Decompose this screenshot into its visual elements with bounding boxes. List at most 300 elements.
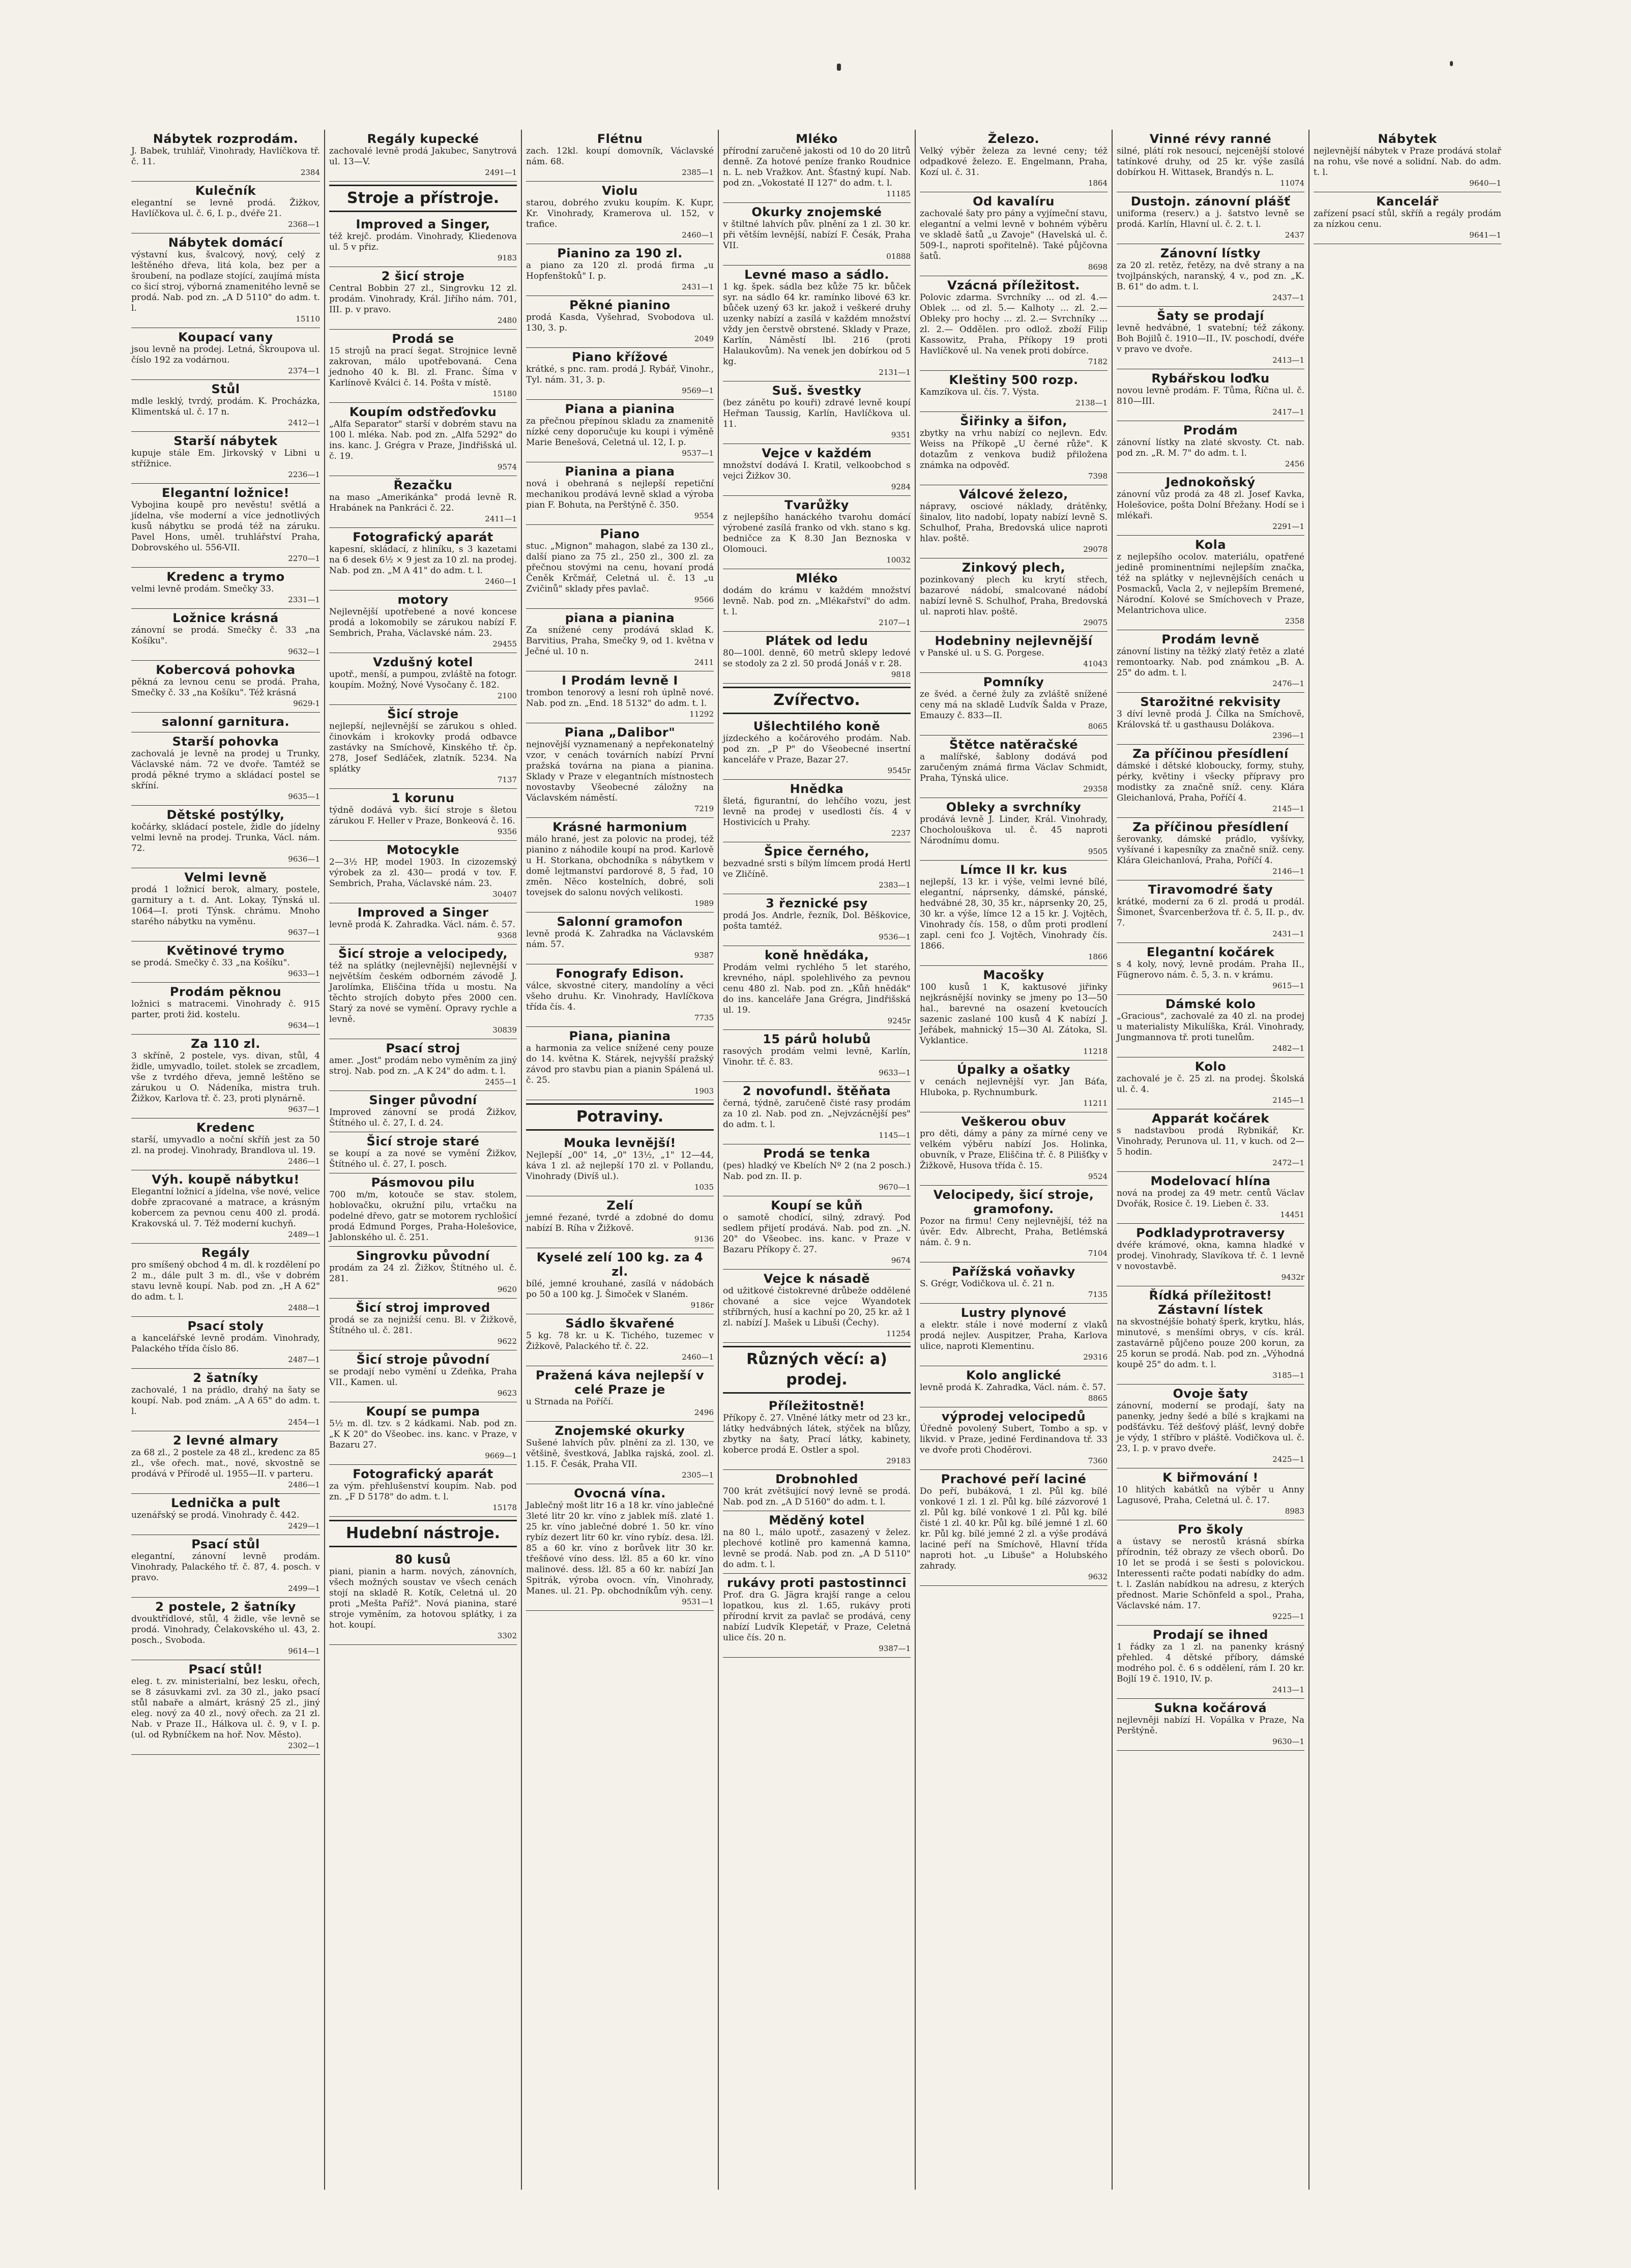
ad-body: dodám do krámu v každém množství levně. Nab. pod zn. „Mlékařství" do adm. t. l.	[723, 585, 911, 617]
ad-number: 9614—1	[288, 1646, 320, 1656]
ad-headline: Úpalky a ošatky	[956, 1063, 1071, 1077]
ad-body: 10 hlitých kabátků na výběr u Anny Lagusové, Praha, Celetná ul. č. 17.	[1117, 1485, 1304, 1506]
ad-headline: Kredenc	[196, 1121, 255, 1135]
ad-number: 7360	[1088, 1456, 1108, 1465]
ad-headline: Regály kupecké	[367, 132, 479, 146]
classified-ad	[920, 412, 1108, 485]
classified-ad	[920, 1407, 1108, 1470]
ad-number: 11185	[886, 189, 911, 198]
ad-number: 7735	[694, 1013, 714, 1022]
ad-headline: Za příčinou přesídlení	[1132, 747, 1289, 761]
ad-number: 2460—1	[682, 1352, 714, 1362]
classified-ad	[1117, 421, 1304, 473]
ad-body: zachovalá je levně na prodej u Trunky, Václavské nám. 72 ve dvoře. Tamtéž se prodá pěkné trymo a skládací postel se skříní.	[131, 749, 320, 791]
ad-number: 1903	[694, 1086, 714, 1096]
ad-number: 2107—1	[879, 618, 911, 627]
ad-body: 15 strojů na prací šegat. Strojnice levně zakrovan, málo upotřebovaná. Cena jednoho 40 k. Bl. zl. Franc. Šíma v Karlínově Kválci č. 14. Pošta v místě.	[329, 346, 517, 388]
ad-headline: Šicí stroje staré	[366, 1134, 480, 1148]
ad-body: z nejlepšího ocolov. materiálu, opatřené jedině prominentními nejlepším značka, též na splátky v nejlevnějších cenách u Posmacků, Vacla 2, v nejlepším Bremené, Národní. Kolové se Smíchovech v Praze, Melantrichova ulice.	[1117, 552, 1304, 615]
ad-number: 2411	[694, 658, 714, 667]
ad-headline: Kleštiny 500 rozp.	[949, 373, 1079, 387]
classified-ad	[1117, 1224, 1304, 1286]
ad-body: 5 kg. 78 kr. u K. Tichého, tuzemec v Žižkově, Palackého tř. č. 22.	[526, 1331, 714, 1351]
ad-number: 11074	[1280, 179, 1304, 188]
ad-headline: Válcové železo,	[959, 487, 1068, 502]
ad-number: 9632	[1088, 1572, 1108, 1581]
ad-body: zbytky na vrhu nabízí co nejlevn. Edv. Weiss na Příkopě „U černé růže". K dotazům z venkova budiž přiložena známka na odpověď.	[920, 428, 1108, 470]
classified-ad	[1314, 192, 1501, 244]
ad-number: 2237	[891, 829, 911, 838]
ad-headline: Šaty se prodají	[1157, 309, 1264, 323]
ad-headline: Koupím odstřeďovku	[349, 405, 497, 419]
ad-body: Polovic zdarma. Svrchníky ... od zl. 4.— Oblek ... od zl. 5.— Kalhoty ... zl. 2.— Obleky pro hochy ... zl. 2.— Svrchníky ... zl. 2.— Oddělen. pro odlož. zboží Filip Kassowitz, Praha, Příkopy 19 proti Havlíčkově ul. Na venek proti dobírce.	[920, 292, 1108, 356]
ad-number: 9641—1	[1469, 230, 1501, 240]
classified-ad	[920, 371, 1108, 412]
ad-headline: Prodám pěknou	[169, 985, 282, 999]
ad-headline: Stůl	[211, 382, 240, 396]
ad-number: 1035	[694, 1183, 714, 1192]
ad-number: 2138—1	[1075, 398, 1108, 407]
ad-body: výstavní kus, švalcový, nový, celý z leštěného dřeva, litá kola, bez per a šroubení, na podlaze stojící, zaujímá místa co šicí stroj, výborná znamenitého levně se prodá. Nab. pod zn. „A D 5110" do adm. t. l.	[131, 250, 321, 313]
ad-number: 9674	[891, 1256, 911, 1265]
classified-ad	[723, 1270, 911, 1343]
ad-number: 2476—1	[1272, 679, 1304, 688]
ad-body: a kancelářské levně prodám. Vinohrady, Palackého třída číslo 86.	[131, 1333, 320, 1354]
ad-body: ze švéd. a černé žuly za zvláště snížené ceny má na skladě Ludvík Šalda v Praze, Emauzy č. 833—II.	[920, 689, 1108, 721]
ad-number: 9536—1	[879, 932, 911, 941]
classified-ad	[329, 528, 517, 591]
column-7	[1308, 130, 1505, 2190]
ad-number: 9368	[497, 931, 517, 940]
ad-headline: Modelovací hlína	[1150, 1174, 1271, 1188]
ad-headline: Pro školy	[1178, 1522, 1243, 1537]
ad-headline: Štětce natěračské	[949, 738, 1079, 752]
classified-ad	[1117, 307, 1304, 369]
ad-number: 7135	[1088, 1290, 1108, 1299]
ad-body: 100 kusů 1 K, kaktusové jiřinky nejkrásnější novinky se jmeny po 13—50 hal., barevné na osazení kvetoucích sazenic zaslané 100 kusů 4 K nabízí J. Jeřábek, mahnický 15—30 Al. Zátoka, Sl. Vyklantice.	[920, 982, 1108, 1046]
ad-body: 3 díví levně prodá J. Čílka na Smíchově, Královská tř. u gasthausu Dolákova.	[1117, 709, 1304, 730]
column-5	[915, 130, 1112, 2190]
classified-ad	[920, 673, 1108, 735]
ad-body: Nejlevnější upotřebené a nové koncese prodá a lokomobily se zárukou nabízí F. Sembrich, Praha, Václavské nám. 23.	[329, 607, 517, 638]
ad-body: kočárky, skládací postele, židle do jídelny velmi levně na prodej. Trunka, Václ. nám. 72.	[131, 822, 320, 853]
ad-body: 3 skříně, 2 postele, vys. divan, stůl, 4 židle, umyvadlo, toilet. stolek se zrcadlem, vše z tvrdého dřeva, jemně leštěno se zárukou u O. Nádeníka, mistra truh. Žižkov, Karlova tř. č. 23, proti plynárně.	[131, 1051, 320, 1104]
classified-ad	[329, 1173, 517, 1247]
classified-ad	[723, 717, 911, 780]
ad-headline: Příležitostně!	[768, 1399, 865, 1413]
ad-headline: Prodám	[1183, 423, 1238, 437]
ad-body: starší, umyvadlo a noční skříň jest za 50 zl. na prodej. Vinohrady, Brandlova ul. 19.	[131, 1135, 320, 1156]
ad-number: 9637—1	[288, 928, 320, 937]
ad-headline: Drobnohled	[775, 1472, 858, 1486]
classified-ad	[1117, 244, 1304, 307]
ad-headline: Dětské postýlky,	[166, 808, 285, 822]
classified-ad	[920, 798, 1108, 861]
ad-body: pro děti, dámy a pány za mírné ceny ve velkém výběru nabízí Jos. Holinka, obuvník, v Praze, Eliščina tř. č. 8 Pilišťky v Žižkově, Husova třída č. 15.	[920, 1129, 1108, 1171]
classified-ad	[329, 476, 517, 528]
ad-number: 2460—1	[682, 230, 714, 240]
classified-ad	[1117, 995, 1304, 1057]
ad-number: 11218	[1083, 1047, 1108, 1056]
classified-ad	[329, 1465, 517, 1517]
ad-number: 2145—1	[1272, 1096, 1304, 1105]
ad-body: „Gracious", zachovalé za 40 zl. na prodej u materialisty Mikulíška, Král. Vinohrady, Jungmannova tř. proti tunelům.	[1117, 1011, 1304, 1043]
ad-number: 9637—1	[288, 1105, 320, 1114]
ad-number: 9531—1	[682, 1597, 714, 1606]
ad-number: 9569—1	[682, 386, 714, 395]
ad-body: (pes) hladký ve Kbelích Nº 2 (na 2 posch.) Nab. pod zn. II. p.	[723, 1161, 911, 1182]
ad-headline: Piano	[600, 527, 640, 541]
ad-body: a harmonia za velice snížené ceny pouze do 14. května K. Stárek, nejvyšší pražský závod pro stavbu pian a pianin Spálená ul. č. 25.	[526, 1043, 714, 1085]
classified-ad	[526, 1422, 714, 1484]
ad-number: 3302	[497, 1631, 517, 1640]
ad-body: pozinkovaný plech ku krytí střech, bazarové nádobí, smalcované nádobí nabízí levně S. Schulhof, Praha, Bredovská ul. naproti hlav. poště.	[920, 575, 1108, 617]
ad-number: 2460—1	[485, 577, 517, 586]
ad-headline: Salonní gramofon	[557, 915, 683, 929]
ad-body: jsou levně na prodej. Letná, Škroupova ul. číslo 192 za vodárnou.	[131, 344, 320, 365]
ad-body: eleg. t. zv. ministerialní, bez lesku, ořech, se 8 zásuvkami zvl. za 30 zl., jako psací stůl nabaře a almárt, krásný 25 zl., jiný eleg. nový za 40 zl., nový ořech. za 21 zl. Nab. v Praze II., Hálkova ul. č. 9, v I. p. (ul. od Rybníčkem na hoř. Nov. Město).	[131, 1676, 320, 1740]
ad-headline: Kolo	[1195, 1059, 1227, 1074]
ad-body: na maso „Amerikánka" prodá levně R. Hrabánek na Pankráci č. 22.	[329, 492, 517, 513]
classified-ad	[329, 1039, 517, 1091]
classified-ad	[723, 632, 911, 684]
classified-ad	[723, 266, 911, 381]
ad-headline: Velocipedy, šicí stroje, gramofony.	[933, 1188, 1094, 1216]
classified-ad	[1117, 880, 1304, 943]
ad-number: 9356	[497, 827, 517, 836]
ad-body: Prodám velmi rychlého 5 let starého, krevného, nápl. spolehlivého za pevnou cenu 480 zl. Nab. pod zn. „Kůň hnědák" do ins. kanceláře Jana Grégra, Jindřišská ul. 19.	[723, 962, 911, 1015]
classified-ad	[329, 330, 517, 403]
ad-body: nápravy, osciové náklady, drátěnky, šinalov, lito nadobí, lopaty nabízí levně S. Schulhof, Praha, Bredovská ulice naproti hlav. poště.	[920, 502, 1108, 544]
section-heading: Zvířectvo.	[723, 687, 911, 714]
ad-body: J. Babek, truhlář, Vinohrady, Havlíčkova tř. č. 11.	[131, 146, 320, 167]
ad-headline: Levné maso a sádlo.	[744, 268, 889, 282]
ad-headline: Pařížská voňavky	[952, 1264, 1075, 1279]
ad-headline: Květinové trymo	[166, 944, 285, 958]
ad-headline: Sukna kočárová	[1154, 1701, 1267, 1715]
ad-number: 9669—1	[485, 1451, 517, 1460]
ad-number: 7398	[1088, 472, 1108, 481]
ad-body: nejlepší, nejlevnější se zárukou s ohled. činovkám i krokovky prodá odbavce zastávky na Smíchově, Kinského tř. čp. 278, Josef Sedláček, zlatník. 5234. Na splátky	[329, 721, 517, 774]
ad-body: uniforma (reserv.) a j. šatstvo levně se prodá. Karlín, Hlavní ul. č. 2. t. l.	[1117, 209, 1304, 229]
ad-number: 29075	[1083, 618, 1108, 627]
ad-headline: Singrovku původní	[356, 1249, 490, 1263]
ad-number: 7182	[1088, 357, 1108, 366]
ad-body: 2—3½ HP, model 1903. In cizozemský výrobek za zl. 430— prodá v tov. F. Sembrich, Praha, Václavské nám. 23.	[329, 857, 517, 889]
classified-ad	[526, 1248, 714, 1314]
ad-body: zánovní, moderní se prodají, šaty na panenky, jedny šedé a bílé s krajkami na podšťávku. Též dešťový plášť, levný dobře je výdy, 1 stříbro v pláště. Vodičkova ul. č. 23, I. p. v pravo dveře.	[1117, 1401, 1304, 1454]
classified-ad	[1117, 1109, 1304, 1172]
classified-ad	[1117, 1172, 1304, 1224]
ad-body: nejlevněji nabízí H. Vopálka v Praze, Na Perštýně.	[1117, 1715, 1304, 1736]
ad-body: Kamzíkova ul. čís. 7. Výsta.	[920, 387, 1039, 397]
ad-headline: Elegantní ložnice!	[162, 486, 289, 500]
ad-body: s 4 koly, nový, levně prodám. Praha II., Fügnerovo nám. č. 5, 3. n. v krámu.	[1117, 959, 1304, 980]
ad-headline: Starší pohovka	[172, 734, 279, 749]
classified-ad	[723, 780, 911, 842]
classified-ad	[920, 1186, 1108, 1262]
classified-ad	[329, 1132, 517, 1173]
classified-ad	[526, 244, 714, 296]
ad-number: 9284	[891, 482, 911, 491]
ad-body: kupuje stále Em. Jirkovský v Libni u střížnice.	[131, 448, 320, 469]
ad-number: 9566	[694, 595, 714, 604]
ad-headline: Řídká příležitost! Zástavní lístek	[1149, 1288, 1272, 1317]
ad-number: 2486—1	[288, 1157, 320, 1166]
ad-body: dvouktřídlové, stůl, 4 židle, vše levně se prodá. Vinohrady, Čelakovského ul. 43, 2. posch., Svoboda.	[131, 1614, 320, 1645]
ad-body: prodá se za nejnižší cenu. Bl. v Žižkově, Štítného ul. č. 281.	[329, 1315, 517, 1336]
ad-headline: 2 levné almary	[172, 1433, 279, 1448]
ad-body: zachovalé, 1 na prádlo, drahý na šaty se koupí. Nab. pod znám. „A A 65" do adm. t. l.	[131, 1385, 320, 1417]
ad-number: 2413—1	[1272, 356, 1304, 365]
ad-number: 2396—1	[1272, 731, 1304, 740]
ad-number: 01888	[886, 252, 911, 261]
classified-ad	[329, 841, 517, 903]
ad-number: 9620	[497, 1285, 517, 1294]
ad-body: dámské i dětské kloboucky, formy, stuhy, pérky, květiny i všecky přípravy pro modistky za značně sníž. ceny. Klára Gleichanlová, Praha, Poříčí 4.	[1117, 761, 1304, 803]
ad-headline: Nábytek domácí	[168, 235, 283, 250]
ad-body: 700 m/m, kotouče se stav. stolem, hoblovačku, okružní pilu, vrtačku na podelné dřevo, gatr se motorem rychlošicí prodá Edmund Porges, Praha-Holešovice, Jablonského ul. č. 251.	[329, 1190, 517, 1243]
ad-headline: Ovocná vína.	[574, 1486, 666, 1500]
classified-ad	[723, 496, 911, 569]
classified-ad	[131, 1317, 320, 1369]
ad-headline: Pražená káva nejlepší v celé Praze je	[535, 1368, 705, 1397]
ad-number: 9245r	[887, 1016, 911, 1025]
classified-ad	[1117, 1286, 1304, 1385]
classified-ad	[526, 818, 714, 912]
ad-body: zánovní vůz prodá za 48 zl. Josef Kavka, Holešovice, pošta Dolní Břežany. Hodí se i mlékaři.	[1117, 489, 1304, 521]
ad-number: 9351	[891, 430, 911, 439]
ad-headline: Singer původní	[369, 1093, 477, 1107]
ad-number: 8865	[1088, 1394, 1108, 1403]
ad-body: zánovní listiny na těžký zlatý řetěz a zlaté remontoarky. Nab. pod známkou „B. A. 25" do adm. t. l.	[1117, 646, 1304, 678]
ad-body: nová i obehraná s nejlepší repetiční mechanikou prodává levně sklad a výroba pian F. Bohuta, na Perštýně č. 350.	[526, 479, 714, 510]
classified-ad	[329, 1091, 517, 1132]
ad-body: zachovalé šaty pro pány a vyjímeční stavu, elegantní a velmi levně v bohném výběru ve skladě šatů „u Zavoje" (Havelská ul. č. 509-I., naproti spořitelně). Také půjčovna šatů.	[920, 209, 1108, 261]
ad-body: za přečnou přepínou skladu za znamenitě nízké ceny doporučuje ku koupi i výměně Marie Benešová, Celetná ul. 12, I. p.	[526, 416, 714, 448]
classified-ad	[131, 1494, 320, 1535]
classified-ad	[1117, 1057, 1304, 1109]
ad-headline: Kobercová pohovka	[156, 663, 296, 677]
classified-ad	[526, 130, 714, 182]
ad-number: 11211	[1083, 1099, 1108, 1108]
ad-number: 8065	[1088, 722, 1108, 731]
ad-headline: Violu	[602, 184, 638, 198]
ad-number: 2456	[1285, 459, 1304, 468]
ad-number: 11254	[886, 1329, 911, 1338]
ad-number: 9615—1	[1272, 981, 1304, 990]
ad-headline: Kulečník	[195, 184, 256, 198]
ad-body: Úředně povolený Subert, Tombo a sp. v likvid. v Praze, jediné Ferdinandova tř. 33 ve dvoře proti Choděrovi.	[920, 1424, 1108, 1455]
ad-number: 2437	[1285, 230, 1304, 240]
ad-headline: Špice černého,	[764, 844, 869, 859]
classified-ad	[723, 130, 911, 203]
ad-body: černá, týdně, zaručeně čisté rasy prodám za 10 zl. Nab. pod zn. „Nejvzácnější pes" do adm. t. l.	[723, 1098, 911, 1130]
ad-body: piani, pianin a harm. nových, zánovních, všech možných soustav ve všech cenách stojí na skladě R. Kotík, Celetná ul. 20 proti „Mešta Paříž". Nová pianina, staré stroje vyměním, za hotovou splátky, i za hot. koupí.	[329, 1567, 517, 1630]
ad-number: 9387	[694, 951, 714, 960]
ad-headline: Jednokoňský	[1166, 475, 1256, 489]
ad-body: bílé, jemné krouhané, zasílá v nádobách po 50 a 100 kg. J. Šimoček v Slaném.	[526, 1279, 714, 1300]
ad-headline: Piana, pianina	[569, 1029, 671, 1043]
ad-number: 2488—1	[288, 1303, 320, 1312]
ad-number: 15178	[492, 1503, 517, 1512]
classified-ad	[329, 267, 517, 330]
classified-ad	[131, 1369, 320, 1431]
ad-body: jízdeckého a kočárového prodám. Nab. pod zn. „P P" do Všeobecné insertní kanceláře v Praze, Bazar 27.	[723, 733, 911, 765]
classified-ad	[131, 432, 320, 484]
ad-body: trombon tenorový a lesní roh úplně nové. Nab. pod zn. „End. 18 5132" do adm. t. l.	[526, 688, 714, 709]
classified-ad	[723, 1397, 911, 1470]
ad-headline: Psací stůl	[191, 1537, 260, 1551]
classified-ad	[723, 1196, 911, 1270]
classified-ad	[723, 444, 911, 496]
ad-number: 2496	[694, 1408, 714, 1417]
ad-body: 5½ m. dl. tzv. s 2 kádkami. Nab. pod zn. „K K 20" do Všeobec. ins. kanc. v Praze, v Bazaru 27.	[329, 1419, 517, 1450]
ad-body: starou, dobrého zvuku koupím. K. Kupr, Kr. Vinohrady, Kramerova ul. 152, v trafice.	[526, 198, 714, 229]
classified-ad	[131, 1660, 320, 1755]
ad-body: elegantní se levně prodá. Žižkov, Havlíčkova ul. č. 6, I. p., dvéře 21.	[131, 198, 320, 219]
ad-body: s nadstavbou prodá Rybnikář, Kr. Vinohrady, Perunova ul. 11, v kuch. od 2—5 hodin.	[1117, 1126, 1304, 1157]
ad-body: zachovalé levně prodá Jakubec, Sanytrová ul. 13—V.	[329, 146, 517, 167]
ad-headline: Vejce k násadě	[763, 1272, 870, 1286]
classified-ad	[920, 192, 1108, 276]
ad-body: uzenářský se prodá. Vinohrady č. 442.	[131, 1510, 300, 1520]
ad-body: týdně dodává vyb. šicí stroje s šletou zárukou F. Heller v Praze, Bonkeová č. 16.	[329, 805, 517, 826]
ad-headline: Rybářskou loďku	[1151, 371, 1270, 386]
ad-headline: piana a pianina	[565, 611, 675, 625]
classified-ad	[526, 912, 714, 964]
ad-body: od užitkové čistokrevné drůbeže oddělené chované a sice vejce Wyandotek stříbrných, husí a kachní po 20, 25 kr. až 1 zl. nabízí J. Mašek u Libuši (Čechy).	[723, 1286, 911, 1328]
ad-headline: Flétnu	[597, 132, 643, 146]
classified-ad	[723, 1030, 911, 1082]
ad-number: 2331—1	[288, 595, 320, 604]
ad-number: 15110	[296, 314, 320, 323]
ad-body: šerovanky, dámské prádlo, vyšívky, vyšívané i kapesníky za značně sníž. ceny. Klára Gleichanlová, Praha, Poříčí 4.	[1117, 834, 1304, 866]
ad-body: kapesní, skládací, z hliníku, s 3 kazetami na 6 desek 6½ × 9 jest za 10 zl. na prodej. Nab. pod zn. „M A 41" do adm. t. l.	[329, 544, 517, 576]
ad-headline: Pianino za 190 zl.	[557, 246, 683, 260]
classified-ad	[920, 1470, 1108, 1586]
classified-ad	[526, 1027, 714, 1100]
ad-body: nejlepší, 13 kr. i výše, velmi levné bílé, elegantní, náprsenky, dámské, pánské, hedvábné 28, 30, 35 kr., náprsenky 20, 25, 30 kr. a výše, límce 12 a 15 kr. J. Vojtěch, Vinohrady čís. 158, o dům proti prodlení zapl. ceni fco J. Vojtěch, Vinohrady čís. 1866.	[920, 877, 1108, 951]
ad-body: ložnici s matracemi. Vinohrady č. 915 parter, proti žid. kostelu.	[131, 999, 320, 1020]
classified-ad	[723, 842, 911, 894]
ad-body: levně hedvábné, 1 svatební; též zákony. Boh Bojilů č. 1910—II., IV. poschodí, dvéře v pravo ve dvoře.	[1117, 323, 1304, 355]
ad-number: 9537—1	[682, 449, 714, 458]
ad-number: 2146—1	[1272, 867, 1304, 876]
ad-number: 2491—1	[485, 168, 517, 177]
ad-number: 9635—1	[288, 792, 320, 801]
classified-ad	[329, 1247, 517, 1299]
ad-body: zánovní lístky na zlaté skvosty. Ct. nab. pod zn. „R. M. 7" do adm. t. l.	[1117, 437, 1304, 458]
ad-headline: salonní garnitura.	[161, 715, 290, 729]
ad-headline: Elegantní kočárek	[1146, 945, 1275, 959]
classified-ad	[920, 130, 1108, 192]
ad-headline: Výh. koupě nábytku!	[152, 1172, 300, 1187]
ad-body: Prof. dra G. Jägra krajší range a celou lopatkou, kus zl. 1.65, rukávy proti přírodní krvit za pavlač se prodává, ceny nabízí Ludvík Klepetář, v Praze, Celetná ulice čís. 20 n.	[723, 1590, 911, 1643]
ad-number: 9524	[1088, 1172, 1108, 1181]
classified-ad	[131, 713, 320, 732]
ad-headline: Starší nábytek	[173, 434, 278, 448]
ad-body: šletá, figurantní, do lehčího vozu, jest levně na prodej v usedlosti čís. 4 v Hostivicích u Prahy.	[723, 796, 911, 828]
ad-number: 9387—1	[879, 1644, 911, 1653]
ad-number: 9640—1	[1469, 179, 1501, 188]
classified-ad	[526, 1366, 714, 1422]
ad-number: 2100	[497, 691, 517, 700]
ad-number: 7104	[1088, 1249, 1108, 1258]
classified-ad	[526, 1196, 714, 1248]
ad-headline: Prachové peří laciné	[941, 1472, 1087, 1486]
ad-body: zařízení psací stůl, skříň a regály prodám za nízkou cenu.	[1314, 209, 1501, 229]
classified-ad	[329, 130, 517, 182]
ad-number: 9554	[694, 511, 714, 520]
classified-ad	[131, 1598, 320, 1660]
ad-headline: Zelí	[606, 1198, 633, 1213]
ad-headline: 2 postele, 2 šatníky	[155, 1600, 296, 1614]
ad-headline: Vinné révy ranné	[1149, 132, 1272, 146]
ad-number: 1145—1	[879, 1131, 911, 1140]
classified-ad	[1117, 1385, 1304, 1468]
classified-ad	[1117, 1626, 1304, 1699]
ad-headline: Piano křížové	[572, 350, 668, 364]
ad-number: 2411—1	[485, 514, 517, 523]
classified-ad	[1117, 630, 1304, 693]
ad-number: 2431—1	[682, 282, 714, 291]
classified-ad	[1117, 369, 1304, 421]
ad-body: mdle lesklý, tvrdý, prodám. K. Procházka, Klimentská ul. č. 17 n.	[131, 396, 320, 417]
classified-ad	[131, 661, 320, 713]
ad-headline: Kola	[1195, 538, 1227, 552]
ad-headline: Pianina a piana	[565, 464, 675, 479]
ad-headline: Pomníky	[983, 675, 1044, 689]
ad-body: se prodá. Smečky č. 33 „na Košíku".	[131, 958, 290, 968]
ad-body: prodá Kasda, Vyšehrad, Svobodova ul. 130, 3. p.	[526, 312, 714, 333]
ad-headline: Lustry plynové	[960, 1306, 1067, 1320]
ad-number: 2049	[694, 334, 714, 343]
ad-headline: Šicí stroje a velocipedy,	[338, 947, 508, 961]
ad-body: 1 řádky za 1 zl. na panenky krásný přehled. 4 dětské příbory, dámské modrého pol. č. 6 s oddělení, rám I. 20 kr. Bojlí 19 č. 1910, IV. p.	[1117, 1642, 1304, 1684]
ad-body: silné, plátí rok nesoucí, nejcenější stolové tatínkové druhy, od 25 kr. výše zasílá dobírkou H. Wittasek, Brandýs n. L.	[1117, 146, 1304, 178]
classified-ad	[723, 1144, 911, 1196]
ad-number: 7219	[694, 804, 714, 813]
classified-ad	[329, 903, 517, 945]
ad-body: 1 kg. špek. sádla bez kůže 75 kr. bůček syr. na sádlo 64 kr. ramínko libové 63 kr. bůček uzený 63 kr. jakož i veškeré druhy uzenky nabízí a zasílá v každém množství vždy jen čerstvě obrstené. Sklady v Praze, Karlín, Náměstí lbl. 216 (proti Halaukovům). Na venek jen dobírkou od 5 kg.	[723, 282, 911, 367]
ad-headline: výprodej velocipedů	[941, 1409, 1086, 1424]
classified-ad	[723, 1082, 911, 1144]
classified-ad	[920, 861, 1108, 966]
ad-number: 2499—1	[288, 1584, 320, 1593]
ad-headline: Dustojn. zánovní plášť	[1130, 194, 1291, 209]
classified-ad	[329, 1550, 517, 1645]
classified-ad	[131, 983, 320, 1035]
ad-headline: Improved a Singer	[357, 905, 489, 920]
ad-headline: Obleky a svrchníky	[946, 800, 1082, 814]
ad-body: Za snížené ceny prodává sklad K. Barvitius, Praha, Smečky 9, od 1. května v Ječné ul. 10 n.	[526, 625, 714, 657]
classified-ad	[920, 1366, 1108, 1407]
ad-number: 15180	[492, 389, 517, 398]
ad-number: 9632—1	[288, 647, 320, 656]
classified-ad	[131, 732, 320, 806]
section-heading: Hudební nástroje.	[329, 1520, 517, 1547]
ad-number: 9136	[694, 1234, 714, 1244]
ad-body: nejlevnější nábytek v Praze prodává stolař na rohu, vše nové a solidní. Nab. do adm. t. l.	[1314, 146, 1501, 178]
ad-headline: Improved a Singer,	[356, 217, 490, 231]
ad-headline: 80 kusů	[395, 1552, 451, 1567]
ad-number: 9634—1	[288, 1021, 320, 1030]
ad-headline: Veškerou obuv	[961, 1114, 1066, 1129]
ad-number: 2302—1	[288, 1741, 320, 1750]
ad-number: 2489—1	[288, 1230, 320, 1239]
ad-headline: Od kavalíru	[973, 194, 1055, 209]
